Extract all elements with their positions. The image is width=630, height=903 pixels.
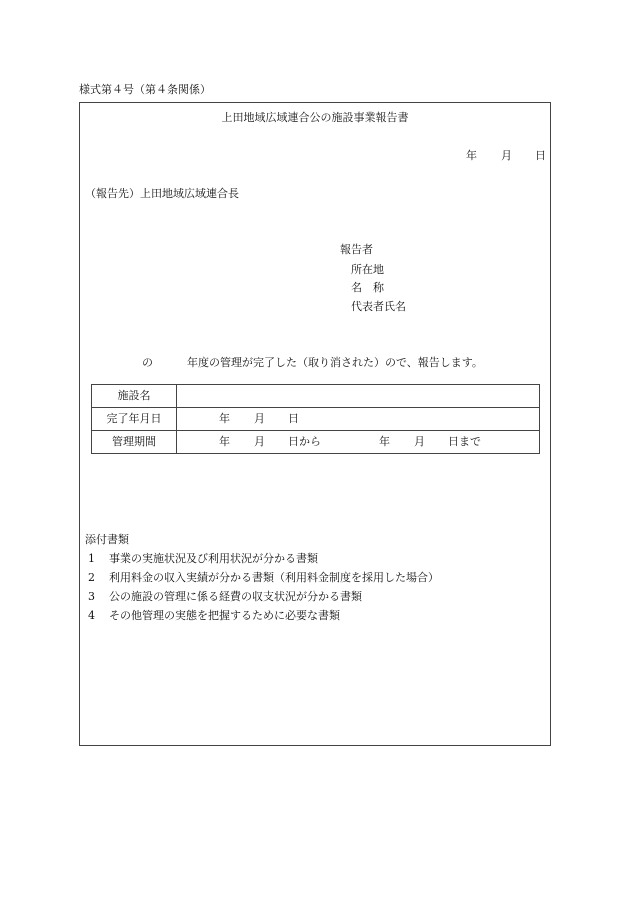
attachments-heading: 添付書類 [85, 533, 129, 546]
completion-day-label: 日 [288, 412, 299, 425]
attachment-text: その他管理の実態を把握するために必要な書類 [109, 609, 340, 622]
reporter-address-label: 所在地 [351, 263, 384, 276]
facility-table [91, 384, 540, 454]
period-end-year-label: 年 [379, 435, 390, 448]
table-row [92, 431, 540, 454]
completion-month-label: 月 [254, 412, 265, 425]
management-period-label: 管理期間 [92, 431, 177, 454]
completion-year-label: 年 [219, 412, 230, 425]
period-start-month-label: 月 [254, 435, 265, 448]
completion-date-label: 完了年月日 [92, 408, 177, 431]
table-row [92, 385, 540, 408]
attachment-text: 利用料金の収入実績が分かる書類（利用料金制度を採用した場合） [109, 571, 439, 584]
statement-text: 年度の管理が完了した（取り消された）ので、報告します。 [187, 356, 483, 369]
attachment-number: 2 [88, 571, 95, 584]
attachment-number: 1 [88, 552, 95, 565]
attachment-text: 公の施設の管理に係る経費の収支状況が分かる書類 [109, 590, 362, 603]
attachment-number: 4 [88, 609, 95, 622]
completion-date-field [177, 408, 540, 431]
management-period-field [177, 431, 540, 454]
facility-name-label: 施設名 [92, 385, 177, 408]
attachment-number: 3 [88, 590, 95, 603]
period-end-month-label: 月 [414, 435, 425, 448]
period-start-year-label: 年 [219, 435, 230, 448]
period-end-day-label: 日まで [448, 435, 481, 448]
recipient: （報告先）上田地域広域連合長 [85, 187, 239, 200]
attachment-text: 事業の実施状況及び利用状況が分かる書類 [109, 552, 318, 565]
date-month-label: 月 [501, 149, 512, 162]
statement-no: の [142, 356, 153, 369]
date-day-label: 日 [535, 149, 546, 162]
document-title: 上田地域広域連合公の施設事業報告書 [221, 111, 409, 124]
date-year-label: 年 [466, 149, 477, 162]
form-number: 様式第４号（第４条関係） [79, 83, 211, 96]
period-start-day-label: 日から [288, 435, 321, 448]
table-row [92, 408, 540, 431]
reporter-heading: 報告者 [340, 243, 373, 256]
reporter-name-label: 名 称 [351, 281, 384, 294]
facility-name-field [177, 385, 540, 408]
reporter-representative-label: 代表者氏名 [351, 300, 406, 313]
